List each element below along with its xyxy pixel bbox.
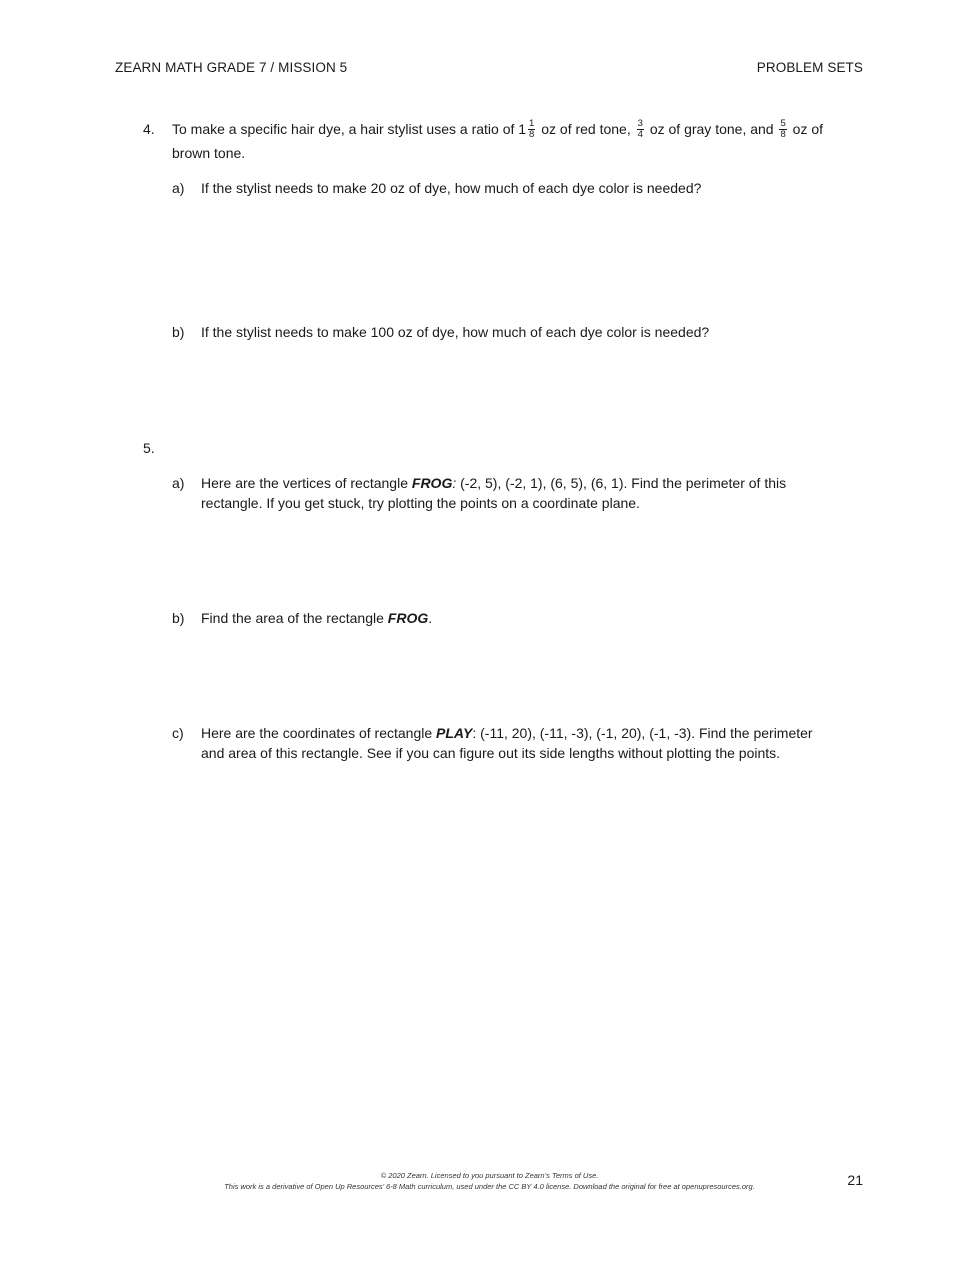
problem-5a-pre: Here are the vertices of rectangle xyxy=(201,475,412,491)
footer-line-1: © 2020 Zearn. Licensed to you pursuant to Zearn’s Terms of Use. xyxy=(380,1171,599,1180)
problem-5c-pre: Here are the coordinates of rectangle xyxy=(201,725,437,741)
problem-4-intro-a: To make a specific hair dye, a hair stylist uses a ratio of 1 xyxy=(172,121,527,137)
problem-4a-label: a) xyxy=(172,180,185,196)
problem-4-intro-b: oz of red tone, xyxy=(541,121,631,137)
problem-5b-pre: Find the area of the rectangle xyxy=(201,610,388,626)
problem-4-intro-c: oz of gray tone, and xyxy=(649,121,774,137)
problem-4-intro xyxy=(172,119,847,141)
rectangle-name-frog: FROG xyxy=(387,610,429,626)
problem-5c-text xyxy=(201,723,841,743)
fraction-one-eighth xyxy=(528,119,535,140)
fraction-numerator: 5 xyxy=(780,117,786,129)
problem-5b-label: b) xyxy=(172,610,185,626)
problem-4-intro-d: oz of xyxy=(792,121,824,137)
problem-5b-post: . xyxy=(428,610,433,626)
problem-5a-post: (-2, 5), (-2, 1), (6, 5), (6, 1). Find the perimeter of this xyxy=(456,475,787,491)
problem-5a-colon: : xyxy=(452,475,457,491)
footer-line-2: This work is a derivative of Open Up Resources’ 6-8 Math curriculum, used under the CC BY 4.0 license. Download the original for free at openupresources.org. xyxy=(224,1182,755,1191)
page-number: 21 xyxy=(847,1172,863,1188)
fraction-numerator: 3 xyxy=(637,117,643,129)
fraction-denominator: 8 xyxy=(529,128,535,140)
problem-4a-text: If the stylist needs to make 20 oz of dye, how much of each dye color is needed? xyxy=(201,180,702,196)
problem-4-intro-line2: brown tone. xyxy=(172,145,246,161)
fraction-three-fourths xyxy=(637,119,644,140)
problem-5a-line2: rectangle. If you get stuck, try plotting the points on a coordinate plane. xyxy=(201,495,640,511)
rectangle-name-frog: FROG xyxy=(411,475,453,491)
fraction-five-eighths xyxy=(779,119,786,140)
problem-5a-label: a) xyxy=(172,475,185,491)
problem-5c-label: c) xyxy=(172,725,184,741)
problem-5c-line2: and area of this rectangle. See if you can figure out its side lengths without plotting the points. xyxy=(201,745,781,761)
header-section: PROBLEM SETS xyxy=(756,60,863,75)
footer-license xyxy=(0,1170,979,1192)
problem-4b-text: If the stylist needs to make 100 oz of dye, how much of each dye color is needed? xyxy=(201,324,710,340)
fraction-numerator: 1 xyxy=(529,117,535,129)
problem-4-number: 4. xyxy=(143,121,155,137)
header-title: ZEARN MATH GRADE 7 / MISSION 5 xyxy=(115,60,348,75)
fraction-denominator: 8 xyxy=(780,128,786,140)
problem-5a-text xyxy=(201,473,841,493)
problem-4b-label: b) xyxy=(172,324,185,340)
problem-5b-text xyxy=(201,608,841,628)
problem-5-number: 5. xyxy=(143,440,155,456)
fraction-denominator: 4 xyxy=(637,128,643,140)
problem-5c-post: : (-11, 20), (-11, -3), (-1, 20), (-1, -3). Find the perimeter xyxy=(472,725,813,741)
rectangle-name-play: PLAY xyxy=(436,725,473,741)
